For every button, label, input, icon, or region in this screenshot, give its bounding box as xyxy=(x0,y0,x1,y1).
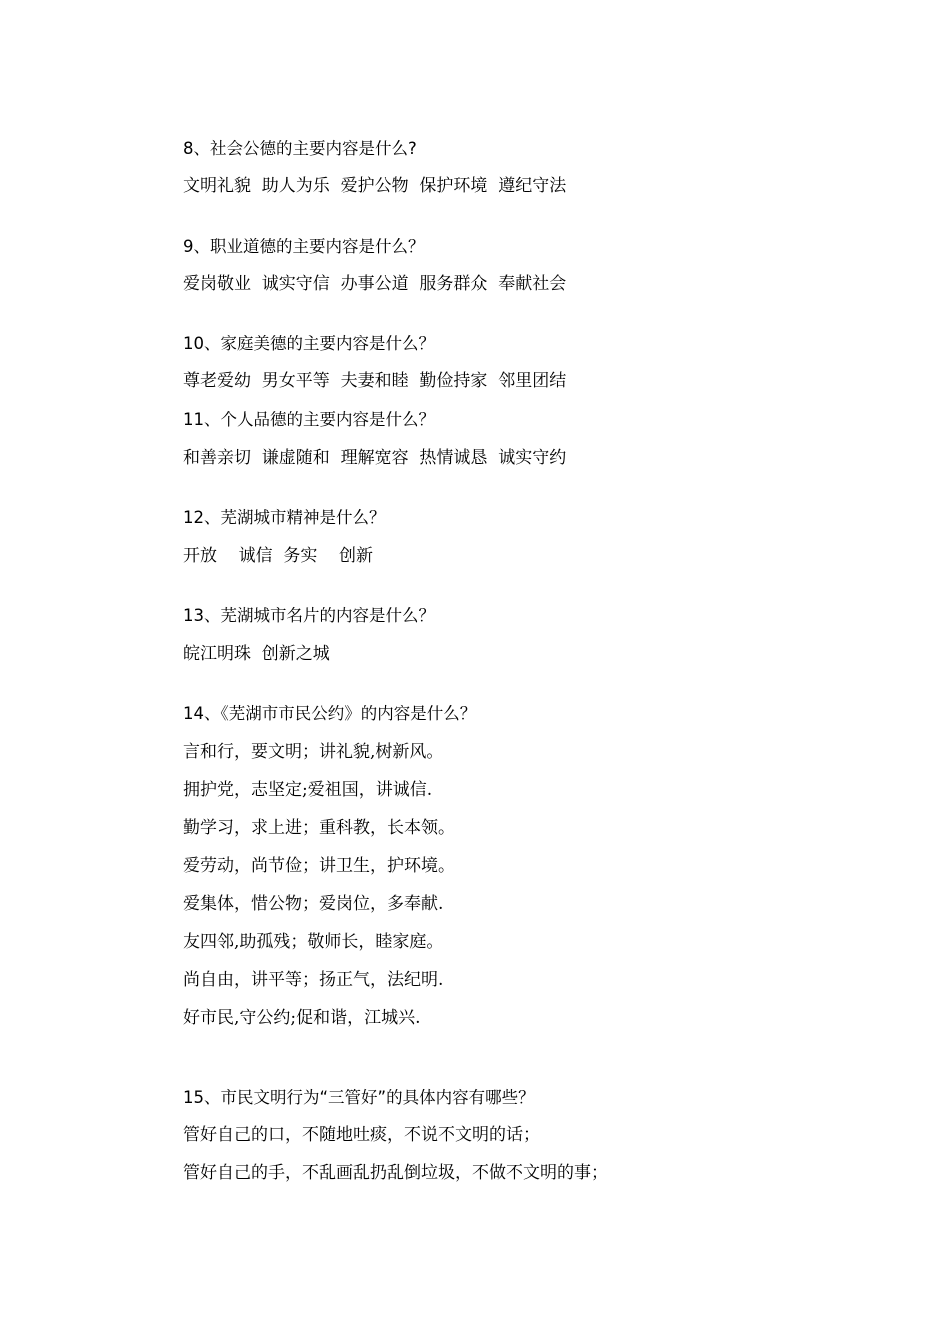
question-12: 12、芜湖城市精神是什么？ xyxy=(183,508,386,527)
answer-11: 和善亲切 谦虚随和 理解宽容 热情诚恳 诚实守约 xyxy=(183,448,567,468)
answer-14-line-3: 勤学习，求上进；重科教，长本领。 xyxy=(183,818,455,838)
question-13: 13、芜湖城市名片的内容是什么？ xyxy=(183,606,435,625)
answer-14-line-4: 爱劳动，尚节俭；讲卫生，护环境。 xyxy=(183,856,455,876)
answer-9: 爱岗敬业 诚实守信 办事公道 服务群众 奉献社会 xyxy=(183,274,567,294)
answer-14-line-7: 尚自由，讲平等；扬正气，法纪明. xyxy=(183,970,444,990)
answer-15-line-2: 管好自己的手，不乱画乱扔乱倒垃圾，不做不文明的事； xyxy=(183,1163,608,1183)
answer-14-line-2: 拥护党，志坚定;爱祖国，讲诚信. xyxy=(183,780,433,800)
answer-10: 尊老爱幼 男女平等 夫妻和睦 勤俭持家 邻里团结 xyxy=(183,371,567,391)
question-9: 9、职业道德的主要内容是什么？ xyxy=(183,237,425,256)
answer-15-line-1: 管好自己的口，不随地吐痰，不说不文明的话； xyxy=(183,1125,540,1145)
answer-13: 皖江明珠 创新之城 xyxy=(183,644,330,664)
answer-8: 文明礼貌 助人为乐 爱护公物 保护环境 遵纪守法 xyxy=(183,176,567,196)
answer-14-line-6: 友四邻,助孤残；敬师长，睦家庭。 xyxy=(183,932,444,952)
answer-14-line-1: 言和行，要文明；讲礼貌,树新风。 xyxy=(183,742,444,762)
question-15: 15、市民文明行为“三管好”的具体内容有哪些？ xyxy=(183,1088,535,1107)
question-11: 11、个人品德的主要内容是什么？ xyxy=(183,410,435,429)
question-14: 14、《芜湖市市民公约》的内容是什么？ xyxy=(183,704,477,723)
question-8: 8、社会公德的主要内容是什么? xyxy=(183,139,417,158)
question-10: 10、家庭美德的主要内容是什么？ xyxy=(183,334,435,353)
answer-14-line-5: 爱集体，惜公物；爱岗位，多奉献. xyxy=(183,894,444,914)
answer-12: 开放 诚信 务实 创新 xyxy=(183,546,374,566)
answer-14-line-8: 好市民,守公约;促和谐，江城兴. xyxy=(183,1008,421,1028)
